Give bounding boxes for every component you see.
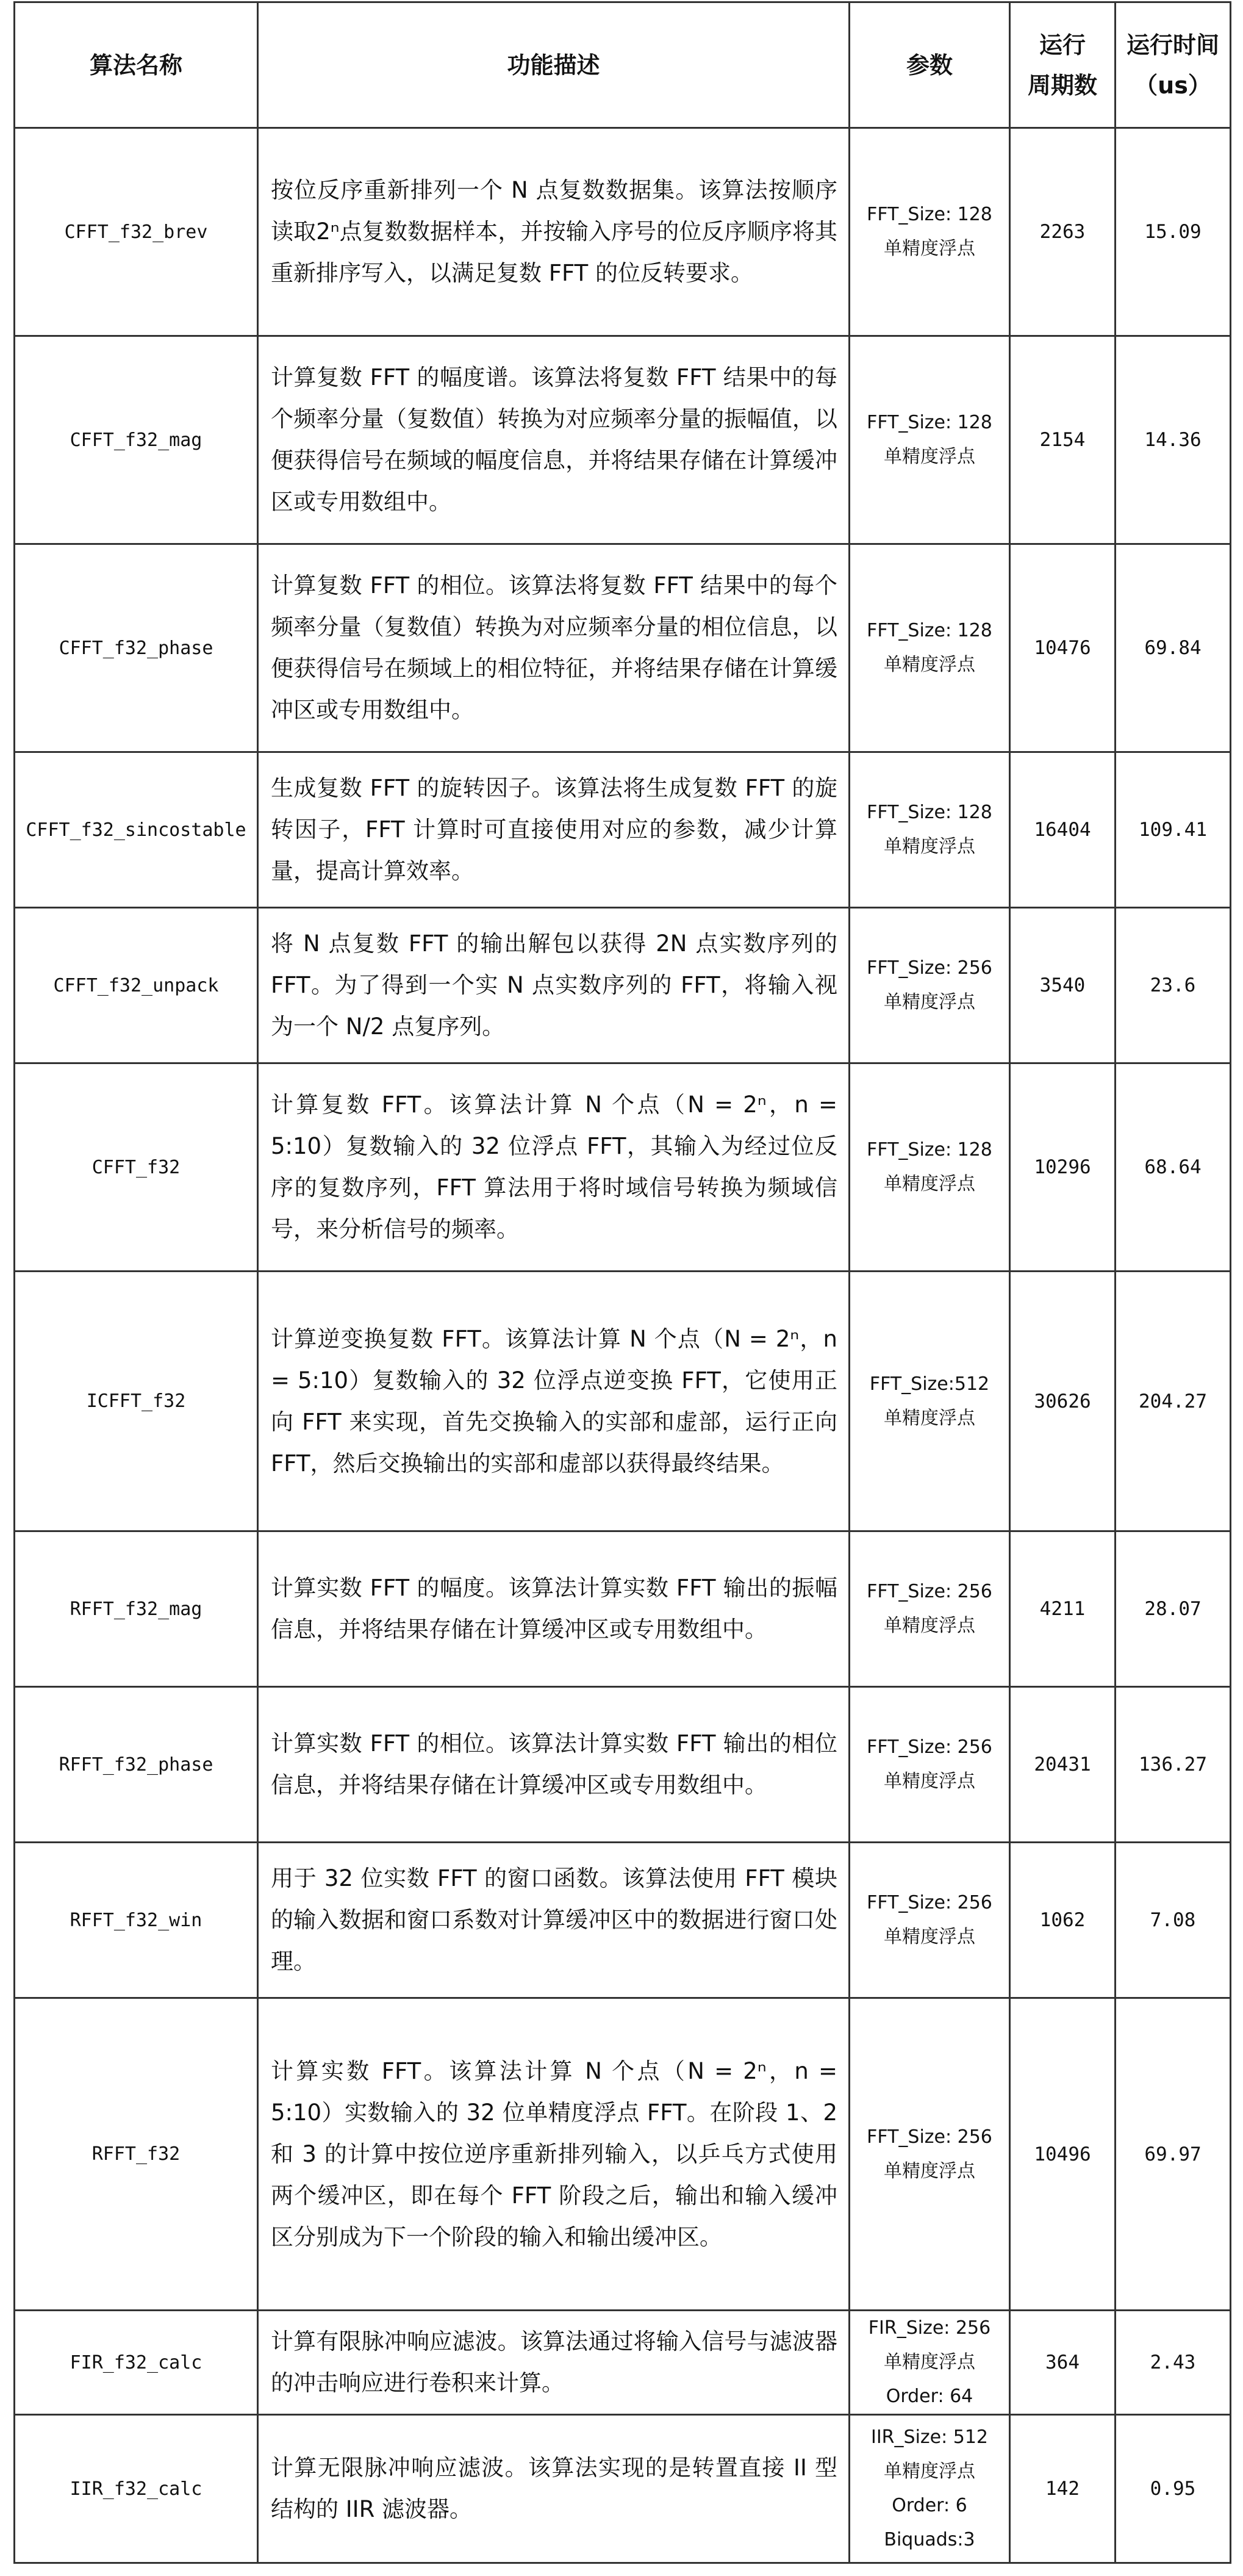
- parameter-line: 单精度浮点: [884, 2461, 975, 2482]
- header-run-time: [1116, 2, 1231, 128]
- table-row: [15, 1687, 1231, 1843]
- cycles-cell: 364: [1010, 2311, 1116, 2415]
- function-description-cell: 计算复数 FFT 的相位。该算法将复数 FFT 结果中的每个频率分量（复数值）转换为对应频率分量的相位信息，以便获得信号在频域上的相位特征，并将结果存储在计算缓冲区或专用数组中。: [258, 544, 850, 752]
- table-row: [15, 1531, 1231, 1687]
- header-row: [15, 2, 1231, 128]
- parameter-line: 单精度浮点: [884, 1926, 975, 1948]
- run-time-cell: 136.27: [1116, 1687, 1231, 1843]
- algorithm-name-cell: CFFT_f32_mag: [15, 336, 258, 544]
- function-description-cell: 计算无限脉冲响应滤波。该算法实现的是转置直接 II 型结构的 IIR 滤波器。: [258, 2415, 850, 2563]
- table-row: [15, 908, 1231, 1063]
- parameter-line: IIR_Size: 512: [870, 2427, 989, 2448]
- algorithm-name-cell: RFFT_f32_mag: [15, 1531, 258, 1687]
- parameter-line: 单精度浮点: [884, 446, 975, 467]
- algorithm-name-cell: RFFT_f32_phase: [15, 1687, 258, 1843]
- parameters-cell: [850, 128, 1010, 336]
- run-time-cell: 14.36: [1116, 336, 1231, 544]
- parameter-line: FFT_Size: 128: [867, 412, 992, 433]
- header-algorithm-name: 算法名称: [15, 2, 258, 128]
- header-cycles: [1010, 2, 1116, 128]
- parameter-line: Biquads:3: [884, 2529, 975, 2550]
- function-description-cell: 按位反序重新排列一个 N 点复数数据集。该算法按顺序读取2ⁿ点复数数据样本，并按输入序号的位反序顺序将其重新排序写入，以满足复数 FFT 的位反转要求。: [258, 128, 850, 336]
- header-cycles-line-2: 周期数: [1027, 71, 1097, 99]
- table-row: [15, 544, 1231, 752]
- table-row: [15, 1998, 1231, 2311]
- cycles-cell: 142: [1010, 2415, 1116, 2563]
- parameters-cell: [850, 2311, 1010, 2415]
- table-row: [15, 1063, 1231, 1272]
- cycles-cell: 30626: [1010, 1272, 1116, 1531]
- parameter-line: 单精度浮点: [884, 238, 975, 259]
- parameter-line: FIR_Size: 256: [868, 2317, 991, 2339]
- cycles-cell: 4211: [1010, 1531, 1116, 1687]
- parameter-line: 单精度浮点: [884, 836, 975, 857]
- algorithm-name-cell: IIR_f32_calc: [15, 2415, 258, 2563]
- parameters-cell: [850, 1272, 1010, 1531]
- parameter-line: FFT_Size: 128: [867, 1139, 992, 1160]
- parameters-cell: [850, 908, 1010, 1063]
- run-time-cell: 15.09: [1116, 128, 1231, 336]
- cycles-cell: 2154: [1010, 336, 1116, 544]
- cycles-cell: 2263: [1010, 128, 1116, 336]
- parameters-cell: [850, 544, 1010, 752]
- parameter-line: 单精度浮点: [884, 2351, 975, 2373]
- parameter-line: 单精度浮点: [884, 991, 975, 1013]
- parameter-line: FFT_Size: 128: [867, 620, 992, 641]
- parameters-cell: [850, 752, 1010, 908]
- cycles-cell: 10296: [1010, 1063, 1116, 1272]
- cycles-cell: 20431: [1010, 1687, 1116, 1843]
- run-time-cell: 68.64: [1116, 1063, 1231, 1272]
- parameter-line: 单精度浮点: [884, 1173, 975, 1195]
- algorithm-name-cell: CFFT_f32_sincostable: [15, 752, 258, 908]
- run-time-cell: 109.41: [1116, 752, 1231, 908]
- parameter-line: FFT_Size: 256: [867, 2126, 992, 2148]
- run-time-cell: 28.07: [1116, 1531, 1231, 1687]
- function-description-cell: 将 N 点复数 FFT 的输出解包以获得 2N 点实数序列的 FFT。为了得到一个实 N 点实数序列的 FFT，将输入视为一个 N/2 点复序列。: [258, 908, 850, 1063]
- table-row: [15, 2311, 1231, 2415]
- parameter-line: 单精度浮点: [884, 654, 975, 675]
- parameters-cell: [850, 1063, 1010, 1272]
- parameter-line: FFT_Size:512: [869, 1373, 990, 1395]
- cycles-cell: 10476: [1010, 544, 1116, 752]
- function-description-cell: 计算实数 FFT 的相位。该算法计算实数 FFT 输出的相位信息，并将结果存储在计算缓冲区或专用数组中。: [258, 1687, 850, 1843]
- run-time-cell: 204.27: [1116, 1272, 1231, 1531]
- run-time-cell: 69.84: [1116, 544, 1231, 752]
- cycles-cell: 10496: [1010, 1998, 1116, 2311]
- algorithm-name-cell: CFFT_f32_unpack: [15, 908, 258, 1063]
- header-function-description: 功能描述: [258, 2, 850, 128]
- function-description-cell: 计算复数 FFT 的幅度谱。该算法将复数 FFT 结果中的每个频率分量（复数值）转换为对应频率分量的振幅值，以便获得信号在频域的幅度信息，并将结果存储在计算缓冲区或专用数组中。: [258, 336, 850, 544]
- algorithm-name-cell: RFFT_f32_win: [15, 1843, 258, 1998]
- parameter-line: Order: 64: [886, 2386, 973, 2407]
- table-row: [15, 128, 1231, 336]
- parameter-line: FFT_Size: 256: [867, 1581, 992, 1602]
- parameter-line: FFT_Size: 256: [867, 957, 992, 979]
- function-description-cell: 计算实数 FFT 的幅度。该算法计算实数 FFT 输出的振幅信息，并将结果存储在计算缓冲区或专用数组中。: [258, 1531, 850, 1687]
- run-time-cell: 0.95: [1116, 2415, 1231, 2563]
- parameter-line: FFT_Size: 256: [867, 1892, 992, 1913]
- algorithm-benchmark-table: [13, 1, 1231, 2564]
- algorithm-name-cell: ICFFT_f32: [15, 1272, 258, 1531]
- run-time-cell: 23.6: [1116, 908, 1231, 1063]
- parameters-cell: [850, 1843, 1010, 1998]
- cycles-cell: 16404: [1010, 752, 1116, 908]
- parameter-line: Order: 6: [892, 2495, 967, 2516]
- algorithm-name-cell: FIR_f32_calc: [15, 2311, 258, 2415]
- table-row: [15, 1843, 1231, 1998]
- parameter-line: FFT_Size: 128: [867, 204, 992, 225]
- parameter-line: 单精度浮点: [884, 1615, 975, 1636]
- header-parameters: 参数: [850, 2, 1010, 128]
- run-time-cell: 69.97: [1116, 1998, 1231, 2311]
- run-time-cell: 2.43: [1116, 2311, 1231, 2415]
- table-row: [15, 1272, 1231, 1531]
- header-run-time-line-2: （us）: [1134, 71, 1211, 99]
- function-description-cell: 计算复数 FFT。该算法计算 N 个点（N = 2ⁿ，n = 5:10）复数输入的 32 位浮点 FFT，其输入为经过位反序的复数序列，FFT 算法用于将时域信号转换为频域信号，来分析信号的频率。: [258, 1063, 850, 1272]
- parameters-cell: [850, 2415, 1010, 2563]
- algorithm-name-cell: CFFT_f32: [15, 1063, 258, 1272]
- header-cycles-line-1: 运行: [1039, 31, 1086, 59]
- run-time-cell: 7.08: [1116, 1843, 1231, 1998]
- algorithm-name-cell: RFFT_f32: [15, 1998, 258, 2311]
- table-body: [15, 128, 1231, 2563]
- parameters-cell: [850, 336, 1010, 544]
- parameter-line: FFT_Size: 128: [867, 802, 992, 823]
- algorithm-name-cell: CFFT_f32_brev: [15, 128, 258, 336]
- table-row: [15, 336, 1231, 544]
- parameters-cell: [850, 1687, 1010, 1843]
- function-description-cell: 计算逆变换复数 FFT。该算法计算 N 个点（N = 2ⁿ，n = 5:10）复数输入的 32 位浮点逆变换 FFT，它使用正向 FFT 来实现，首先交换输入的实部和虚部，运行正向 FFT，然后交换输出的实部和虚部以获得最终结果。: [258, 1272, 850, 1531]
- cycles-cell: 1062: [1010, 1843, 1116, 1998]
- cycles-cell: 3540: [1010, 908, 1116, 1063]
- function-description-cell: 计算有限脉冲响应滤波。该算法通过将输入信号与滤波器的冲击响应进行卷积来计算。: [258, 2311, 850, 2415]
- function-description-cell: 用于 32 位实数 FFT 的窗口函数。该算法使用 FFT 模块的输入数据和窗口系数对计算缓冲区中的数据进行窗口处理。: [258, 1843, 850, 1998]
- parameters-cell: [850, 1531, 1010, 1687]
- parameter-line: 单精度浮点: [884, 1407, 975, 1429]
- function-description-cell: 计算实数 FFT。该算法计算 N 个点（N = 2ⁿ，n = 5:10）实数输入的 32 位单精度浮点 FFT。在阶段 1、2 和 3 的计算中按位逆序重新排列输入，以乒乓方式使用两个缓冲区，即在每个 FFT 阶段之后，输出和输入缓冲区分别成为下一个阶段的输入和输出缓冲区。: [258, 1998, 850, 2311]
- parameters-cell: [850, 1998, 1010, 2311]
- parameter-line: 单精度浮点: [884, 1771, 975, 1792]
- algorithm-name-cell: CFFT_f32_phase: [15, 544, 258, 752]
- parameter-line: FFT_Size: 256: [867, 1736, 992, 1758]
- parameter-line: 单精度浮点: [884, 2160, 975, 2182]
- table-row: [15, 752, 1231, 908]
- table-row: [15, 2415, 1231, 2563]
- function-description-cell: 生成复数 FFT 的旋转因子。该算法将生成复数 FFT 的旋转因子，FFT 计算时可直接使用对应的参数，减少计算量，提高计算效率。: [258, 752, 850, 908]
- header-run-time-line-1: 运行时间: [1126, 31, 1219, 59]
